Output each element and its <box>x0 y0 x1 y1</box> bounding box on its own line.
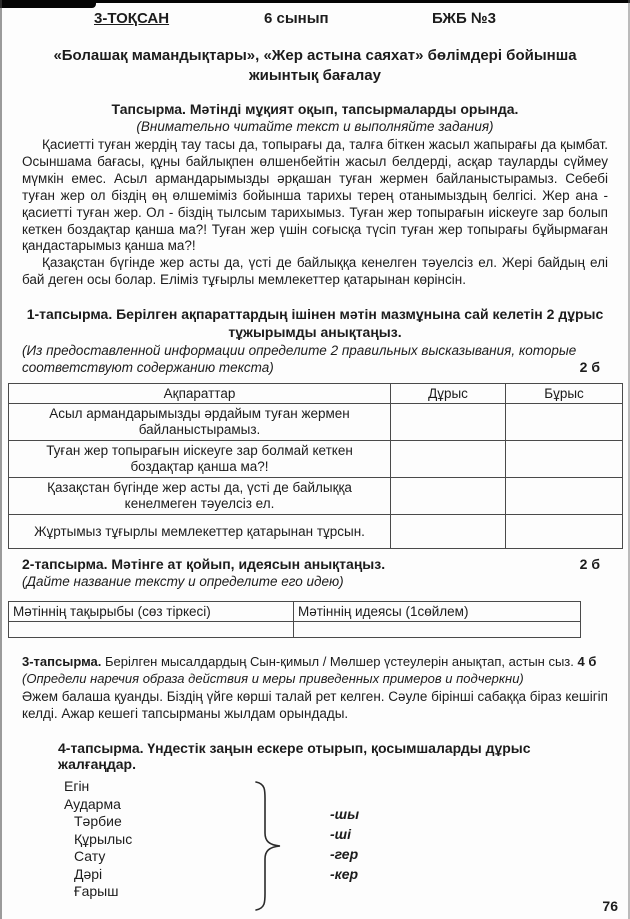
task4-suffix-list <box>330 804 359 884</box>
table-row <box>9 441 623 478</box>
statement-cell: Туған жер топырағын иіскеуге зар болмай кеткен боздақтар қанша ма?! <box>9 441 391 478</box>
task4-word: Сату <box>74 848 106 864</box>
document-title: «Болашақ мамандықтары», «Жер астына саяхат» бөлімдері бойынша жиынтық бағалау <box>53 47 577 84</box>
reading-text <box>22 137 608 289</box>
answer-cell-false-1 <box>506 404 623 441</box>
task2-col-header-topic: Мәтіннің тақырыбы (сөз тіркесі) <box>9 602 294 622</box>
task3-sentences: Әжем балаша қуанды. Біздің үйге көрші талай рет келген. Сәуле бірінші сабаққа біраз кешігіп келді. Ажар кешегі тапсырманы жылдам орындады. <box>22 689 608 721</box>
task2-instruction-ru: (Дайте название тексту и определите его идею) <box>22 574 344 589</box>
text-paragraph-2: Қазақстан бүгінде жер асты да, үсті де байлыққа кенелген тәуелсіз ел. Жері байдың елі бай деген осы болар. Еліміз тұғырлы мемлекеттер қатарынан көрінсін. <box>22 255 608 288</box>
answer-cell-true-4 <box>391 515 506 549</box>
header-quarter: 3-ТОҚСАН <box>94 10 170 27</box>
task1-points: 2 б <box>579 359 600 375</box>
task1-instruction-ru-text: (Из предоставленной информации определите 2 правильных высказывания, которые соответствуют содержанию текста) <box>22 343 577 375</box>
table-row <box>9 515 623 549</box>
idea-answer-cell <box>294 622 581 638</box>
answer-cell-true-2 <box>391 441 506 478</box>
statement-cell: Асыл армандарымызды әрдайым туған жермен байланыстырамыз. <box>9 404 391 441</box>
task3-label: 3-тапсырма. <box>22 654 102 669</box>
task1-heading: 1-тапсырма. Берілген ақпараттардың ішінен мәтін мазмұнына сай келетін 2 дұрыс тұжырымды анықтаңыз. <box>26 306 604 340</box>
task2-col-header-idea: Мәтіннің идеясы (1сөйлем) <box>294 602 581 622</box>
answer-cell-true-3 <box>391 478 506 515</box>
task4-heading: 4-тапсырма. Үндестік заңын ескере отырып, қосымшаларды дұрыс жалғаңдар. <box>58 740 531 772</box>
answer-cell-false-4 <box>506 515 623 549</box>
scan-edge-top-left <box>0 0 96 8</box>
task4-suffix: -гер <box>330 846 359 862</box>
answer-cell-false-2 <box>506 441 623 478</box>
task1-table <box>8 383 623 549</box>
topic-answer-cell <box>9 622 294 638</box>
text-paragraph-1: Қасиетті туған жердің тау тасы да, топырағы да, талға біткен жасыл жапырағы да қымбат. Осыншама бағасы, құны байлықпен өлшенбейтін жасыл белдерді, асқар тауларды сүймеу мүмкін емес. Асыл армандарымызды әрқашан туған жермен байланыстырамыз. Себебі туған жер ол біздің өң өлшеміміз бойынша тарихы терең отанымыздың белгісі. Жер ана - қасиетті туған жер. Ол - біздің тылсым тарихымыз. Туған жер топырағын иіскеуге зар болып кеткен боздақтар қанша ма?! Туған жер үшін соғысқа түсіп туған жер топырағы бұйырмаған қандастарымыз қанша ма?! <box>22 137 608 254</box>
intro-task-heading: Тапсырма. Мәтінді мұқият оқып, тапсырмаларды орында. <box>111 101 519 117</box>
scan-edge-left <box>0 0 2 919</box>
task1-table-header-row <box>9 384 623 404</box>
header-grade: 6 сынып <box>264 10 329 27</box>
task2-heading-text: 2-тапсырма. Мәтінге ат қойып, идеясын анықтаңыз. <box>22 556 386 572</box>
task3-points: 4 б <box>577 654 597 669</box>
table-row <box>9 478 623 515</box>
task3-heading-text: Берілген мысалдардың Сын-қимыл / Мөлшер үстеулерін анықтап, астын сыз. <box>101 654 578 669</box>
task2-points: 2 б <box>579 556 600 572</box>
page-header <box>22 10 608 32</box>
task4-suffix: -кер <box>330 866 359 882</box>
table-row <box>9 404 623 441</box>
task2-table-header-row <box>9 602 581 622</box>
task4-word: Егін <box>64 778 90 794</box>
intro-task-heading-ru: (Внимательно читайте текст и выполняйте задания) <box>136 119 494 134</box>
task4-suffix: -ші <box>330 826 351 842</box>
task4-suffix: -шы <box>330 806 360 822</box>
task1-col-header-false: Бұрыс <box>506 384 623 404</box>
task2-table <box>8 601 581 638</box>
task1-col-header-true: Дұрыс <box>391 384 506 404</box>
task3-instruction-ru: (Определи наречия образа действия и меры приведенных примеров и подчеркни) <box>22 671 524 686</box>
task4-word-list <box>64 778 132 901</box>
task2-heading <box>22 556 608 572</box>
task4-word: Дәрі <box>74 865 103 882</box>
page-number: 76 <box>602 898 618 914</box>
task3-heading <box>22 654 608 669</box>
header-doc-number: БЖБ №3 <box>432 10 496 27</box>
task1-instruction-ru <box>22 342 608 376</box>
task4-word: Құрылыс <box>74 830 133 847</box>
task4-word: Аударма <box>64 795 121 812</box>
task4-word: Тәрбие <box>74 813 122 829</box>
table-row <box>9 622 581 638</box>
statement-cell: Қазақстан бүгінде жер асты да, үсті де байлыққа кенелмеген тәуелсіз ел. <box>9 478 391 515</box>
statement-cell: Жұртымыз тұғырлы мемлекеттер қатарынан тұрсын. <box>9 515 391 549</box>
curly-brace-shape <box>250 779 294 911</box>
answer-cell-false-3 <box>506 478 623 515</box>
answer-cell-true-1 <box>391 404 506 441</box>
task4-word: Ғарыш <box>74 883 119 899</box>
task1-col-header-info: Ақпараттар <box>9 384 391 404</box>
